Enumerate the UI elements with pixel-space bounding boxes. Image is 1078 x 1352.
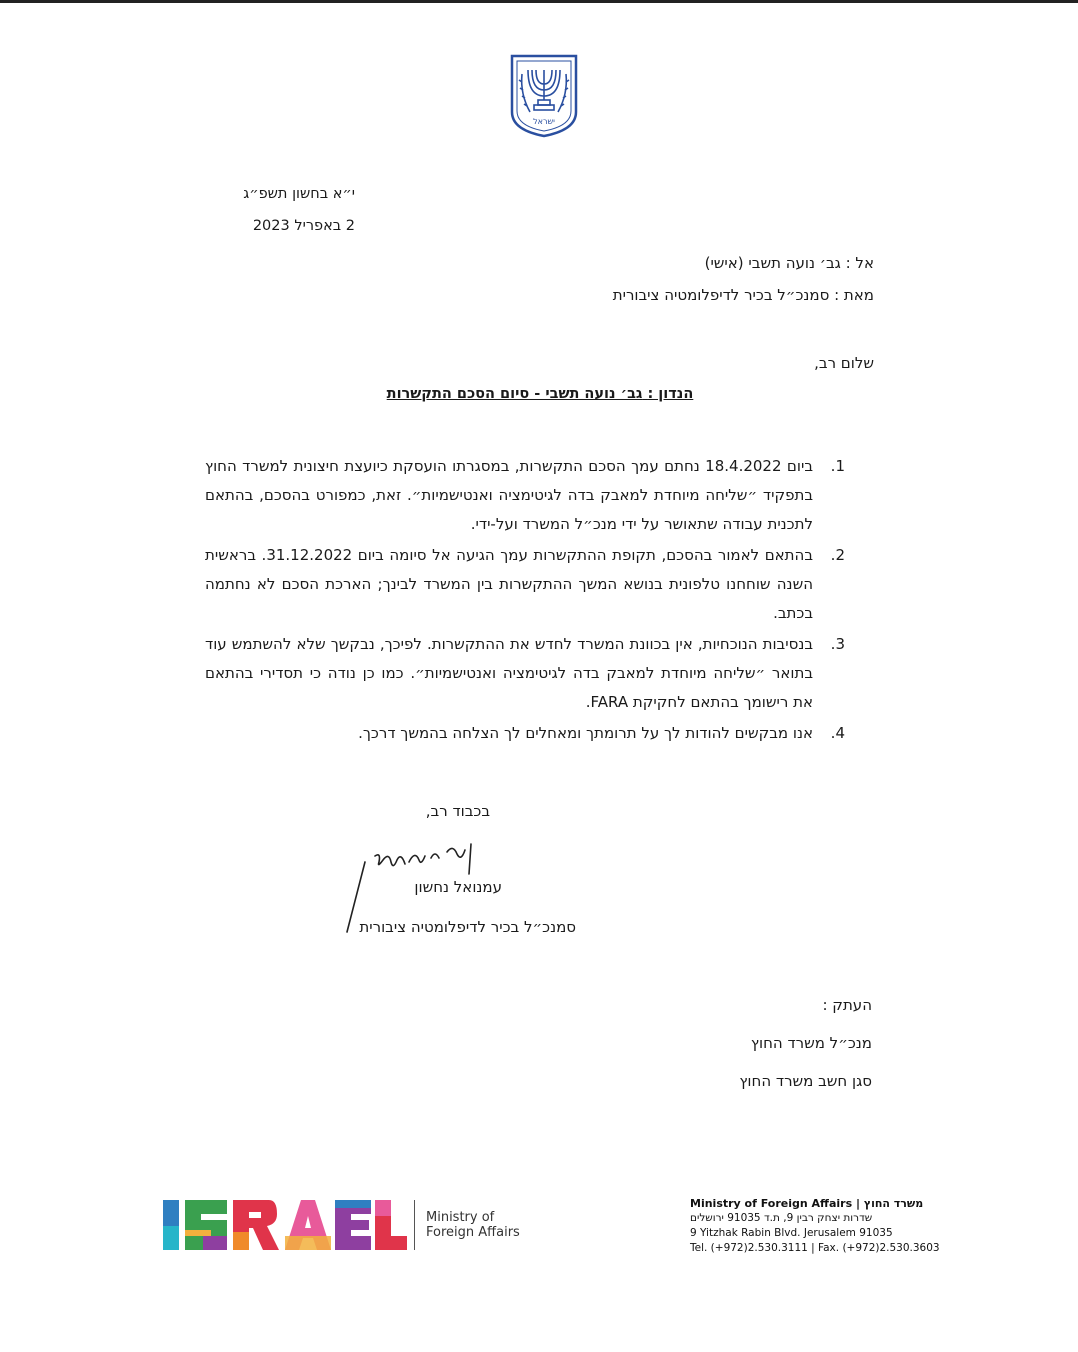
subject-text: גב׳ נועה תשבי - סיום הסכם התקשרות bbox=[386, 386, 643, 402]
subject-line bbox=[300, 386, 780, 402]
cc-item: מנכ״ל משרד החוץ bbox=[750, 1034, 872, 1052]
date-gregorian: 2 באפריל 2023 bbox=[252, 218, 355, 234]
list-item: 2. בהתאם לאמור בהסכם, תקופת ההתקשרות עמך הגיעה אל סיומה ביום 31.12.2022. בראשית השנה שוחחנו טלפונית בנושא המשך ההתקשרות בין המשרד לבינך; הארכת הסכם לא נחתמה בכתב. bbox=[205, 546, 845, 622]
svg-text:ISRAEL: ISRAEL bbox=[163, 1196, 167, 1197]
cc-item: סגן חשב משרד החוץ bbox=[739, 1072, 872, 1090]
footer-address: Ministry of Foreign Affairs | משרד החוץ שדרות יצחק רבין 9, ת.ד 91035 ירושלים 9 Yitzhak Rabin Blvd. Jerusalem 91035 Tel. (+972)2.530.3111 | Fax. (+972)2.530.3603 bbox=[690, 1197, 940, 1254]
signer-title: סמנכ״ל בכיר לדיפלומטיה ציבורית bbox=[359, 918, 576, 936]
from-line: מאת : סמנכ״ל בכיר לדיפלומטיה ציבורית bbox=[612, 286, 874, 304]
greeting: שלום רב, bbox=[814, 354, 874, 372]
footer-ministry-name: Ministry of Foreign Affairs bbox=[426, 1210, 520, 1240]
list-item: 4. אנו מבקשים להודות לך על תרומתך ומאחלים לך הצלחה בהמשך דרכך. bbox=[358, 724, 845, 742]
list-item: 3. בנסיבות הנוכחיות, אין בכוונת המשרד לחדש את ההתקשרות. לפיכך, נבקשך שלא להשתמש עוד בתואר ״שליחה מיוחדת למאבק בדה לגיטימציה ואנטישמיות״. כמו כן נודה כי תסדירי בהתאם את רישומך בהתאם לחקיקת FARA. bbox=[205, 635, 845, 711]
state-emblem-icon bbox=[508, 52, 580, 138]
page-top-border bbox=[0, 0, 1078, 3]
to-line: אל : גב׳ נועה תשבי (אישי) bbox=[704, 254, 874, 272]
body-items bbox=[205, 452, 845, 750]
list-item: 1. ביום 18.4.2022 נחתם עמך הסכם התקשרות, במסגרתו הועסקת כיועצת חיצונית למשרד החוץ בתפקיד ״שליחה מיוחדת למאבק בדה לגיטימציה ואנטישמיות״. זאת, כמפורט בהסכם, בהתאם לתכנית עבודה שתאושר על ידי מנכ״ל המשרד ועל-ידי. bbox=[205, 457, 845, 533]
subject-prefix: הנדון : bbox=[647, 386, 694, 402]
svg-text:ישראל: ישראל bbox=[533, 117, 555, 126]
signer-name: עמנואל נחשון bbox=[414, 878, 502, 896]
date-hebrew: י״א בחשון תשפ״ג bbox=[243, 186, 355, 202]
footer-divider bbox=[414, 1200, 415, 1250]
cc-label: העתק : bbox=[822, 996, 872, 1014]
israel-brand-logo bbox=[163, 1196, 407, 1254]
closing: בכבוד רב, bbox=[425, 802, 490, 820]
